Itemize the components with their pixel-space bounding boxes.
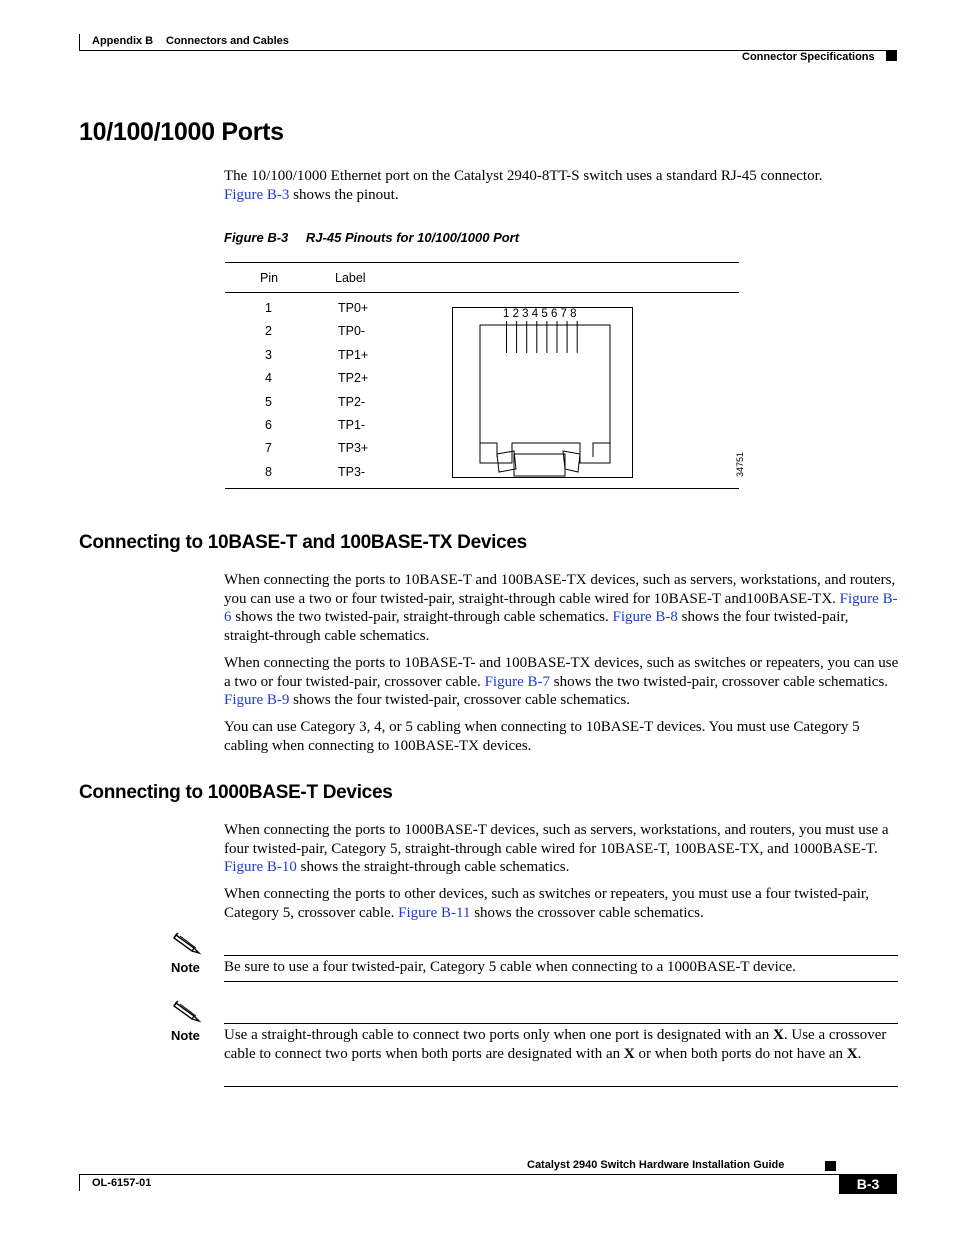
- pin-label: TP2+: [338, 371, 369, 386]
- pin-label: TP3-: [338, 464, 366, 479]
- page-number-box: [839, 1174, 897, 1194]
- pin-row: [225, 324, 425, 347]
- note-bold-x: X: [846, 1045, 858, 1062]
- link-figure-b10[interactable]: Figure B-10: [224, 859, 297, 875]
- link-figure-b11[interactable]: Figure B-11: [398, 904, 471, 921]
- pin-row: [225, 465, 425, 488]
- pin-number: 6: [265, 417, 272, 432]
- link-figure-b3[interactable]: Figure B-3: [224, 186, 290, 203]
- latch-body: [514, 454, 565, 476]
- section-1000-paragraph-1: [224, 821, 899, 877]
- pin-label: TP2-: [338, 394, 366, 409]
- footer-black-tab: [825, 1161, 836, 1171]
- latch-right: [563, 451, 580, 472]
- section-10-100-paragraph-3: You can use Category 3, 4, or 5 cabling when connecting to 10BASE-T devices. You must use Category 5 cabling when connecting to 100BASE-TX devices.: [224, 719, 860, 754]
- paragraph-text: shows the two twisted-pair, crossover cable schematics.: [549, 673, 889, 690]
- pin-number: 8: [265, 464, 272, 479]
- pin-row: [225, 441, 425, 464]
- connector-inner-right: [593, 443, 610, 457]
- section-heading-1000: Connecting to 1000BASE-T Devices: [79, 782, 393, 803]
- connector-pin-numbers: 1 2 3 4 5 6 7 8: [503, 308, 577, 320]
- paragraph-text: shows the four twisted-pair, straight-through cable schematics.: [224, 609, 849, 644]
- paragraph-text: shows the straight-through cable schematics.: [296, 859, 570, 875]
- connector-inner: [480, 325, 610, 463]
- intro-text-end: shows the pinout.: [289, 186, 399, 203]
- note-text: Use a straight-through cable to connect two ports only when one port is designated with an: [224, 1027, 774, 1043]
- link-figure-b9[interactable]: Figure B-9: [224, 692, 290, 708]
- figure-caption-text: RJ-45 Pinouts for 10/100/1000 Port: [305, 230, 520, 245]
- note-bold-x: X: [623, 1045, 635, 1062]
- pin-label: TP3+: [338, 441, 369, 456]
- pin-row: [225, 371, 425, 394]
- section-heading-10-100: Connecting to 10BASE-T and 100BASE-TX Devices: [79, 532, 527, 553]
- figure-header-rule: [225, 292, 739, 293]
- footer-guide-title: Catalyst 2940 Switch Hardware Installation Guide: [527, 1159, 785, 1171]
- link-figure-b8[interactable]: Figure B-8: [612, 609, 678, 625]
- pin-row: [225, 301, 425, 324]
- paragraph-text: When connecting the ports to other devices, such as switches or repeaters, you must use a four twisted-pair, Category 5, crossover cable.: [224, 886, 870, 921]
- note-2-bottom-rule: [224, 1086, 898, 1087]
- link-figure-b6[interactable]: Figure B-6: [224, 590, 898, 625]
- note-1-bottom-rule: [224, 981, 898, 982]
- section-1000-paragraph-2: [224, 885, 899, 922]
- header-chapter: Connectors and Cables: [166, 35, 289, 47]
- pin-label: TP1-: [338, 417, 366, 432]
- pin-label: TP0-: [338, 324, 366, 339]
- note-1-text: Be sure to use a four twisted-pair, Category 5 cable when connecting to a 1000BASE-T device.: [224, 959, 796, 975]
- pin-row: [225, 418, 425, 441]
- note-text: . Use a crossover cable to connect two ports when both ports are designated with an: [224, 1027, 887, 1062]
- note-2-label: Note: [171, 1028, 200, 1043]
- footer-left-rule: [79, 1174, 80, 1191]
- pin-number: 4: [265, 371, 272, 386]
- paragraph-text: shows the two twisted-pair, straight-through cable schematics.: [231, 609, 613, 625]
- section-10-100-paragraph-2: [224, 654, 899, 710]
- figure-id: 34751: [735, 451, 745, 477]
- paragraph-text: When connecting the ports to 10BASE-T- and 100BASE-TX devices, such as switches or repeaters, you can use a two or four twisted-pair, crossover cable.: [224, 655, 899, 690]
- pin-number: 3: [265, 347, 272, 362]
- header-black-tab: [886, 51, 897, 61]
- page-title: 10/100/1000 Ports: [79, 118, 284, 146]
- footer-doc-number: OL-6157-01: [92, 1177, 152, 1189]
- pin-table: [225, 301, 425, 488]
- footer-rule: [79, 1174, 839, 1175]
- note-text: or when both ports do not have an: [634, 1045, 847, 1062]
- pin-row: [225, 348, 425, 371]
- figure-caption: [224, 230, 519, 245]
- note-1-label: Note: [171, 960, 200, 975]
- paragraph-text: shows the four twisted-pair, crossover cable schematics.: [289, 692, 630, 708]
- intro-paragraph: [224, 167, 899, 204]
- header-appendix: Appendix B: [92, 35, 154, 47]
- pencil-icon: [172, 999, 202, 1023]
- paragraph-text: shows the crossover cable schematics.: [470, 904, 704, 921]
- note-text: .: [857, 1045, 862, 1062]
- pin-number: 5: [265, 394, 272, 409]
- figure-top-rule: [225, 262, 739, 263]
- pin-number: 2: [265, 324, 272, 339]
- page-number: B-3: [856, 1176, 880, 1192]
- note-2-top-rule: [224, 1023, 898, 1024]
- note-1-top-rule: [224, 955, 898, 956]
- pin-number: 7: [265, 441, 272, 456]
- pin-label: TP0+: [338, 301, 369, 315]
- header-left-rule: [79, 34, 80, 51]
- intro-text: The 10/100/1000 Ethernet port on the Catalyst 2940-8TT-S switch uses a standard RJ-45 connector.: [224, 168, 823, 184]
- paragraph-text: When connecting the ports to 1000BASE-T devices, such as servers, workstations, and routers, you must use a four twisted-pair, Category 5, straight-through cable wired for 10BASE-T, 100BASE-TX, and 1000BASE-T.: [224, 822, 889, 857]
- pencil-icon: [172, 931, 202, 955]
- col-header-label: Label: [335, 271, 366, 285]
- col-header-pin: Pin: [260, 271, 279, 285]
- link-figure-b7[interactable]: Figure B-7: [484, 673, 550, 690]
- figure-bottom-rule: [225, 488, 739, 489]
- note-bold-x: X: [773, 1027, 784, 1043]
- section-10-100-paragraph-1: [224, 571, 899, 645]
- connector-inner-left: [480, 443, 497, 457]
- figure-number: Figure B-3: [224, 230, 289, 245]
- paragraph-text: When connecting the ports to 10BASE-T and 100BASE-TX devices, such as servers, workstations, and routers, you can use a two or four twisted-pair, straight-through cable wired for 10BASE-T and100BASE-TX.: [224, 572, 896, 607]
- pin-label: TP1+: [338, 347, 369, 362]
- note-2-text: [224, 1026, 899, 1063]
- latch-left: [497, 451, 516, 472]
- rj45-connector-diagram: [450, 305, 636, 481]
- pin-number: 1: [265, 301, 272, 315]
- connector-contacts: [507, 321, 578, 353]
- header-section: Connector Specifications: [742, 51, 875, 63]
- pin-row: [225, 395, 425, 418]
